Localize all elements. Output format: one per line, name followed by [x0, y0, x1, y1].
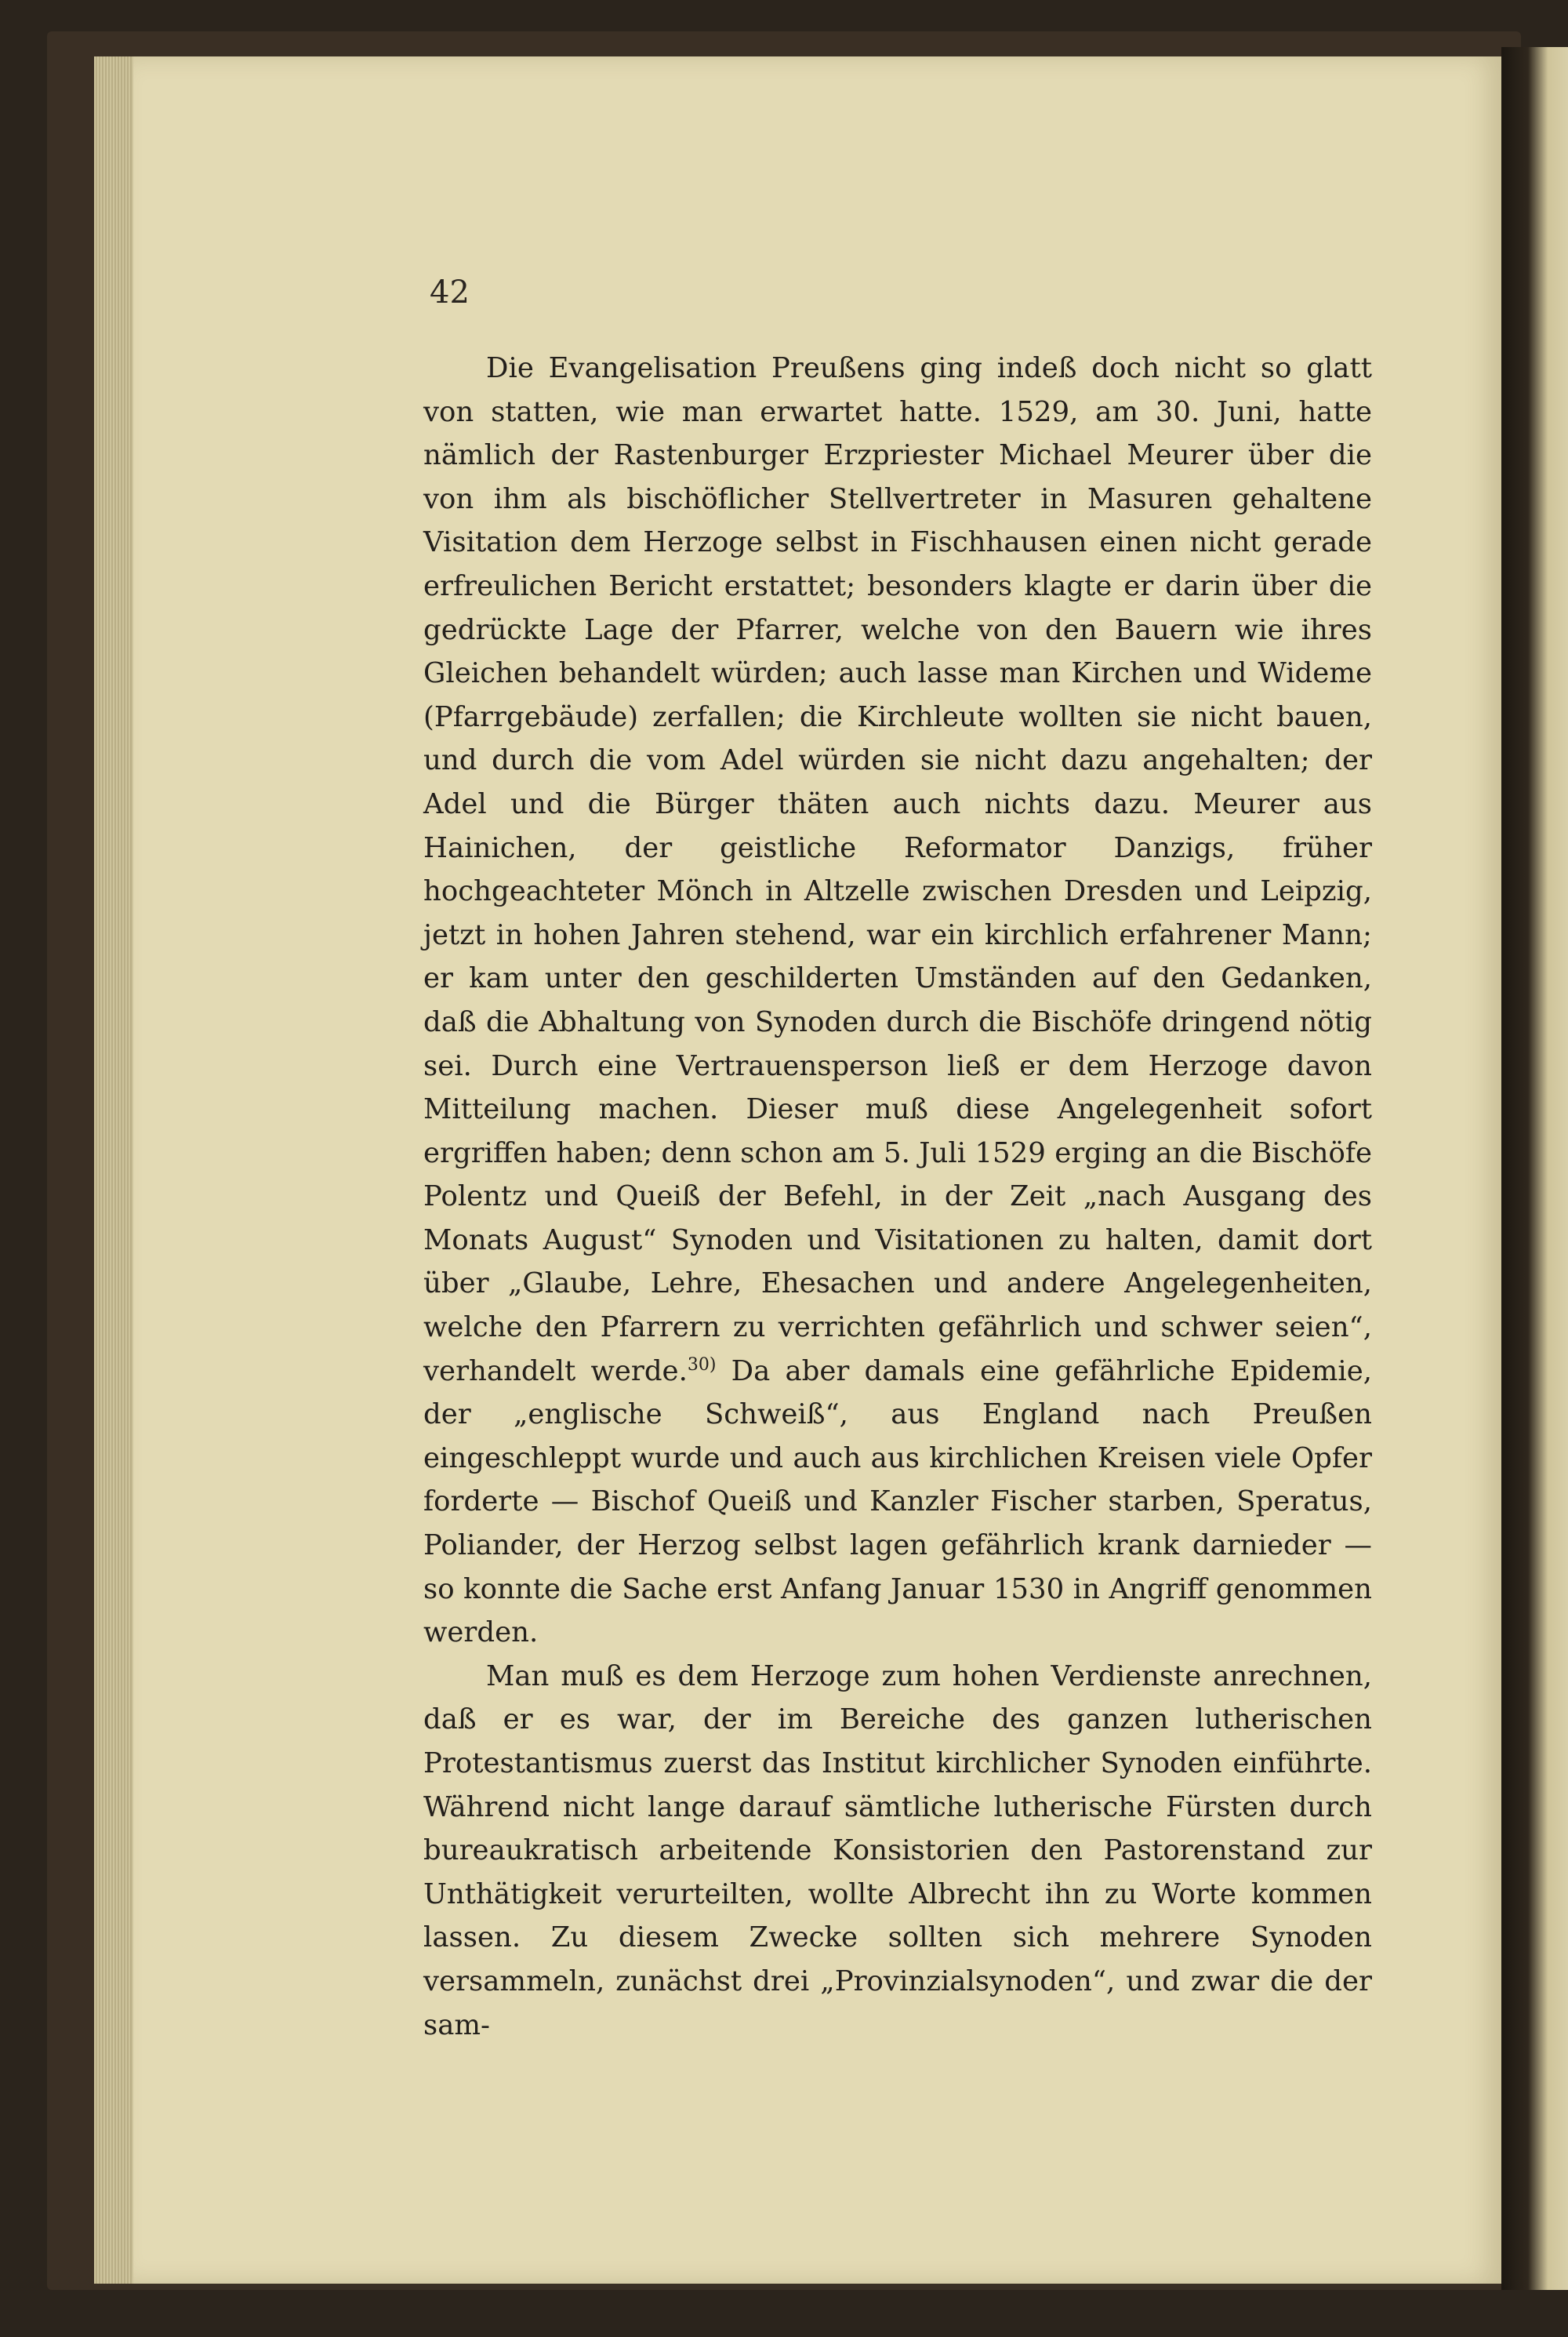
book-gutter: [1501, 47, 1568, 2290]
paragraph-1: [423, 347, 1372, 1655]
paragraph-1-text-continued: Da aber damals eine gefährliche Epidemie, der „englische Schweiß“, aus England nach Preußen eingeschleppt wurde und auch aus kirchlichen Kreisen viele Opfer forderte — Bischof Queiß und Kanzler Fischer starben, Speratus, Poliander, der Herzog selbst lagen gefährlich krank darnieder — so konnte die Sache erst Anfang Januar 1530 in Angriff genommen werden.: [423, 1354, 1372, 1649]
paragraph-2: Man muß es dem Herzoge zum hohen Verdienste anrechnen, daß er es war, der im Bereiche des ganzen lutherischen Protestantismus zuerst das Institut kirchlicher Synoden einführte. Während nicht lange darauf sämtliche lutherische Fürsten durch bureaukratisch arbeitende Konsistorien den Pastorenstand zur Unthätigkeit verurteilten, wollte Albrecht ihn zu Worte kommen lassen. Zu diesem Zwecke sollten sich mehrere Synoden versammeln, zunächst drei „Provinzialsynoden“, und zwar die der sam-: [423, 1659, 1372, 2041]
paragraph-1-text: Die Evangelisation Preußens ging indeß doch nicht so glatt von statten, wie man erwartet hatte. 1529, am 30. Juni, hatte nämlich der Rastenburger Erzpriester Michael Meurer über die von ihm als bischöflicher Stellvertreter in Masuren gehaltene Visitation dem Herzoge selbst in Fischhausen einen nicht gerade erfreulichen Bericht erstattet; besonders klagte er darin über die gedrückte Lage der Pfarrer, welche von den Bauern wie ihres Gleichen behandelt würden; auch lasse man Kirchen und Wideme (Pfarrgebäude) zerfallen; die Kirchleute wollten sie nicht bauen, und durch die vom Adel würden sie nicht dazu angehalten; der Adel und die Bürger thäten auch nichts dazu. Meurer aus Hainichen, der geistliche Reformator Danzigs, früher hochgeachteter Mönch in Altzelle zwischen Dresden und Leipzig, jetzt in hohen Jahren stehend, war ein kirchlich erfahrener Mann; er kam unter den geschilderten Umständen auf den Gedanken, daß die Abhaltung von Synoden durch die Bischöfe dringend nötig sei. Durch eine Vertrauensperson ließ er dem Herzoge davon Mitteilung machen. Dieser muß diese Angelegenheit sofort ergriffen haben; denn schon am 5. Juli 1529 erging an die Bischöfe Polentz und Queiß der Befehl, in der Zeit „nach Ausgang des Monats August“ Synoden und Visitationen zu halten, damit dort über „Glaube, Lehre, Ehesachen und andere Angelegenheiten, welche den Pfarrern zu verrichten gefährlich und schwer seien“, verhandelt werde.: [423, 352, 1372, 1387]
page-number: 42: [430, 274, 470, 311]
body-text: [423, 347, 1372, 2047]
footnote-reference: 30): [687, 1354, 717, 1375]
